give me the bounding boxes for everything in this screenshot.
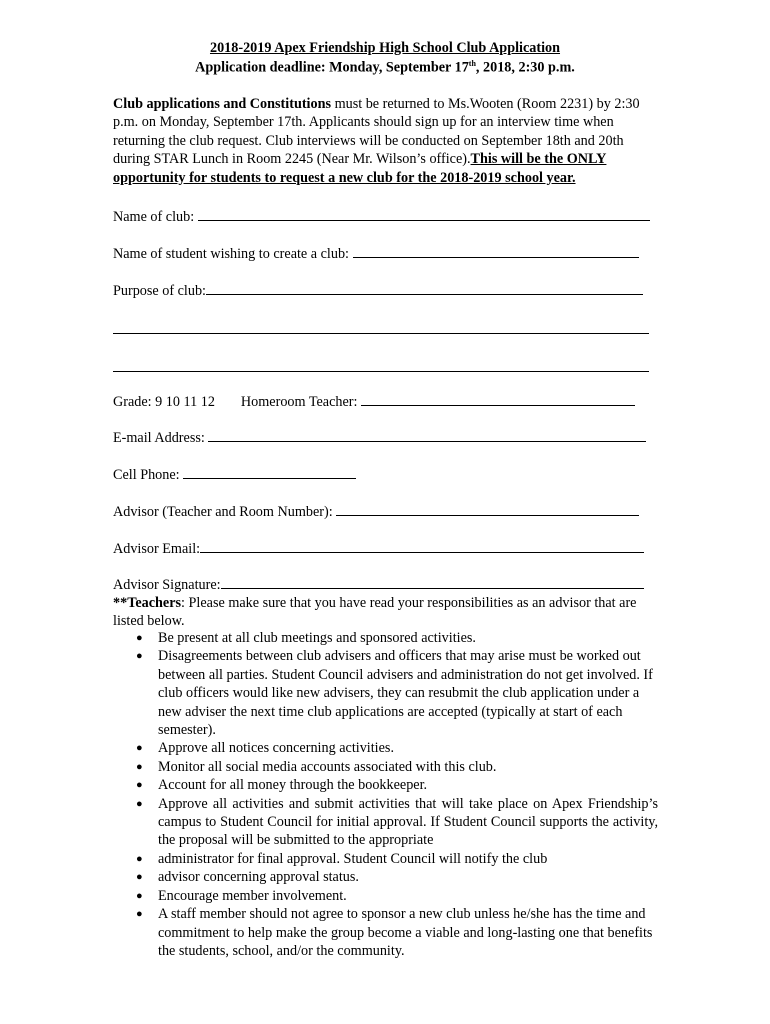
list-item: ● Disagreements between club advisers and officers that may arise must be worked out between all parties. Student Council advisers and administration do not get involved. If club officers would like new advisers, they can resubmit the club application under a new adviser the next time club applications are accepted (typically at start of each semester). [136, 648, 653, 739]
advisor-signature-field[interactable]: Advisor Signature: [113, 575, 644, 594]
teachers-note: **Teachers: Please make sure that you have read your responsibilities as an advisor that are listed below. [113, 595, 637, 630]
homeroom-blank[interactable] [361, 392, 635, 406]
list-item: ● A staff member should not agree to sponsor a new club unless he/she has the time and commitment to help make the group become a viable and long-lasting one that benefits the students, school, and/or the community. [136, 906, 653, 959]
cell-phone-blank[interactable] [183, 465, 356, 479]
advisor-signature-blank[interactable] [221, 575, 644, 589]
bullet-icon: ● [136, 889, 143, 902]
bullet-icon: ● [136, 871, 143, 884]
bullet-icon: ● [136, 852, 143, 865]
purpose-field[interactable]: Purpose of club: [113, 281, 643, 300]
advisor-email-blank[interactable] [200, 539, 644, 553]
bullet-icon: ● [136, 742, 143, 755]
list-item: ● Approve all notices concerning activities. [136, 740, 394, 757]
student-name-blank[interactable] [353, 244, 639, 258]
bullet-icon: ● [136, 779, 143, 792]
grade-options[interactable]: Grade: 9 10 11 12 [113, 394, 215, 410]
list-item: ● Approve all activities and submit activities that will take place on Apex Friendship’s campus to Student Council for initial approval. If Student Council supports the activity, the proposal will be submitted to the appropriate [136, 795, 658, 849]
advisor-email-field[interactable]: Advisor Email: [113, 539, 644, 558]
list-item: ● Account for all money through the bookkeeper. [136, 777, 428, 794]
list-item: ● Encourage member involvement. [136, 887, 347, 904]
grade-homeroom-row[interactable]: Grade: 9 10 11 12 Homeroom Teacher: [113, 392, 635, 411]
instructions-paragraph: Club applications and Constitutions must be returned to Ms.Wooten (Room 2231) by 2:30 p.m. on Monday, September 17th. Applicants should sign up for an interview time when returning the club request. Club interviews will be conducted on September 18th and 20th during STAR Lunch in Room 2245 (Near Mr. Wilson’s office).This will be the ONLY opportunity for students to request a new club for the 2018-2019 school year. [113, 96, 640, 186]
club-name-blank[interactable] [198, 207, 650, 221]
bullet-icon: ● [136, 797, 143, 810]
advisor-blank[interactable] [336, 502, 639, 516]
advisor-responsibilities-list [113, 629, 658, 960]
club-name-field[interactable]: Name of club: [113, 207, 650, 226]
form-title: 2018-2019 Apex Friendship High School Club Application [209, 40, 561, 56]
list-item: ● Monitor all social media accounts associated with this club. [136, 758, 497, 775]
email-blank[interactable] [208, 428, 646, 442]
bullet-icon: ● [136, 632, 143, 644]
list-item: ● administrator for final approval. Student Council will notify the club [136, 850, 548, 867]
purpose-blank[interactable] [206, 281, 643, 295]
advisor-field[interactable]: Advisor (Teacher and Room Number): [113, 502, 639, 521]
purpose-blank-line-2[interactable] [113, 333, 649, 334]
email-field[interactable]: E-mail Address: [113, 428, 646, 447]
bullet-icon: ● [136, 760, 143, 773]
purpose-blank-line-3[interactable] [113, 371, 649, 372]
application-deadline: Application deadline: Monday, September 17th, 2018, 2:30 p.m. [195, 59, 575, 76]
bullet-icon: ● [136, 908, 143, 921]
list-item: ● Be present at all club meetings and sponsored activities. [136, 630, 476, 646]
cell-phone-field[interactable]: Cell Phone: [113, 465, 356, 484]
student-name-field[interactable]: Name of student wishing to create a club: [113, 244, 639, 263]
list-item: ● advisor concerning approval status. [136, 869, 359, 886]
bullet-icon: ● [136, 650, 143, 663]
